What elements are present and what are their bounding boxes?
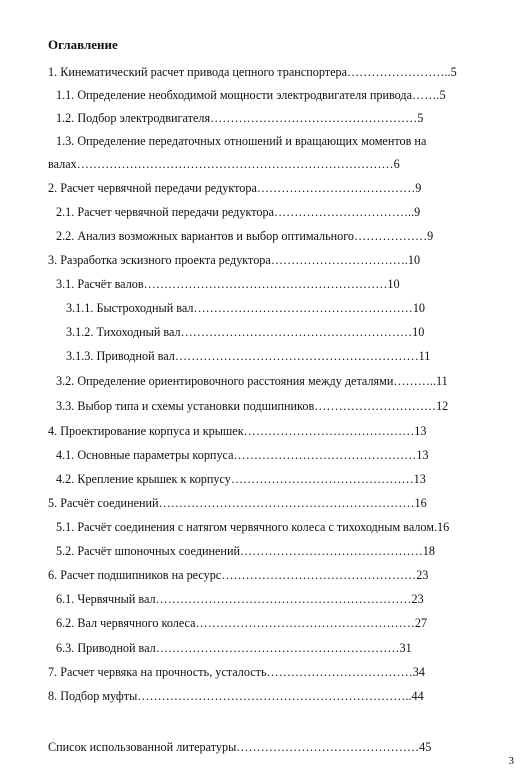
toc-entry: 2.1. Расчет червячной передачи редуктора……………………………..9 — [56, 205, 421, 219]
toc-entry: 5.1. Расчёт соединения с натягом червячного колеса с тихоходным валом.16 — [56, 520, 450, 534]
toc-entry: 2.2. Анализ возможных вариантов и выбор оптимального………………9 — [56, 229, 434, 243]
toc-entry: 2. Расчет червячной передачи редуктора…………………………………9 — [48, 181, 422, 195]
toc-entry: 1.3. Определение передаточных отношений и вращающих моментов на — [56, 134, 427, 148]
toc-entry: 3.1.3. Приводной вал……………………………………………………11 — [66, 349, 431, 363]
toc-entry: 3.3. Выбор типа и схемы установки подшипников…………………………12 — [56, 399, 449, 413]
toc-entry: 8. Подбор муфты…………………………………………………………..44 — [48, 689, 424, 703]
toc-entry: 1.2. Подбор электродвигателя……………………………………………5 — [56, 111, 424, 125]
toc-entry: 1. Кинематический расчет привода цепного транспортера……………………..5 — [48, 65, 457, 79]
toc-heading: Оглавление — [48, 37, 118, 52]
toc-entry: 4.1. Основные параметры корпуса………………………………………13 — [56, 448, 429, 462]
toc-entry: 3.2. Определение ориентировочного расстояния между деталями………..11 — [56, 374, 448, 388]
toc-entry: 5. Расчёт соединений………………………………………………………16 — [48, 496, 427, 510]
toc-entry: 3.1. Расчёт валов……………………………………………………10 — [56, 277, 400, 291]
toc-entry: 6. Расчет подшипников на ресурс…………………………………………23 — [48, 568, 429, 582]
toc-entry: 7. Расчет червяка на прочность, усталость………………………………34 — [48, 665, 425, 679]
toc-entry: 6.1. Червячный вал………………………………………………………23 — [56, 592, 424, 606]
toc-entry: 3.1.1. Быстроходный вал………………………………………………10 — [66, 301, 426, 315]
toc-entry: 6.2. Вал червячного колеса………………………………………………27 — [56, 616, 428, 630]
toc-entry: 1.1. Определение необходимой мощности электродвигателя привода…….5 — [56, 88, 446, 102]
toc-entry: валах……………………………………………………………………6 — [48, 157, 400, 171]
toc-entry: 3.1.2. Тихоходный вал…………………………………………………10 — [66, 325, 425, 339]
toc-entry: Список использованной литературы………………………………………45 — [48, 740, 432, 754]
toc-entry: 3. Разработка эскизного проекта редуктора…………………………….10 — [48, 253, 421, 267]
toc-entry: 6.3. Приводной вал……………………………………………………31 — [56, 641, 412, 655]
toc-entry: 5.2. Расчёт шпоночных соединений………………………………………18 — [56, 544, 435, 558]
toc-entry: 4.2. Крепление крышек к корпусу………………………………………13 — [56, 472, 426, 486]
toc-entry: 4. Проектирование корпуса и крышек……………………………………13 — [48, 424, 427, 438]
page-number: 3 — [508, 755, 514, 767]
